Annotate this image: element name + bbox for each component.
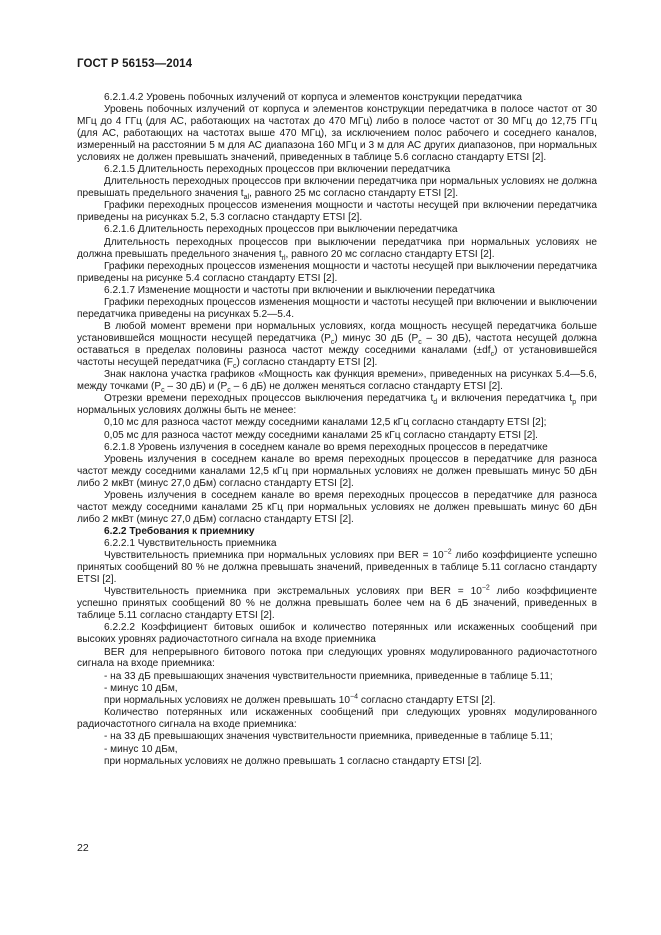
paragraph: Графики переходных процессов изменения мощности и частоты несущей при включении и выключении передатчика приведены на рисунках 5.2—5.4.: [77, 297, 597, 320]
document-header: ГОСТ Р 56153—2014: [77, 58, 193, 70]
paragraph: BER для непрерывного битового потока при следующих уровнях модулированного радиочастотного сигнала на входе приемника:: [77, 646, 597, 670]
document-body: [77, 92, 597, 768]
list-item: 0,10 мс для разноса частот между соседними каналами 12,5 кГц согласно стандарту ETSI [2];: [104, 417, 547, 429]
paragraph: В любой момент времени при нормальных условиях, когда мощность несущей передатчика больше установившейся мощности несущей передатчика $(P_c)$ минус 30 дБ ($P_c - 30$ дБ), частота несущей должна оставаться в пределах половины разноса частот между соседними каналами $(\pm df_c)$ от установившейся частоты несущей передатчика $(F_c)$ согласно стандарту ETSI [2].: [77, 321, 597, 370]
paragraph: Уровень излучения в соседнем канале во время переходных процессов в передатчике для разноса частот между соседними каналами 12,5 кГц при нормальных условиях не должен превышать минус 50 дБн либо 2 мкВт (минус 27,0 дБм) согласно стандарту ETSI [2].: [77, 453, 597, 489]
section-heading: 6.2.1.5 Длительность переходных процессов при включении передатчика: [104, 164, 451, 176]
paragraph: Чувствительность приемника при экстремальных условиях при BER = $10^{-2}$ либо коэффициенте успешно принятых сообщений 80 % не должна превышать более чем на 6 дБ значений, приведенных в таблице 5.11 согласно стандарту ETSI [2].: [77, 585, 598, 622]
paragraph: Длительность переходных процессов при включении передатчика при нормальных условиях не должна превышать предельного значения $t_{al}$, равного 25 мс согласно стандарту ETSI [2].: [77, 176, 597, 202]
paragraph: Чувствительность приемника при нормальных условиях при BER = $10^{-2}$ либо коэффициенте успешно принятых сообщений 80 % не должна превышать значений, приведенных в таблице 5.11 согласно стандарту ETSI [2].: [77, 549, 597, 586]
section-heading: 6.2.1.6 Длительность переходных процессов при выключении передатчика: [104, 224, 458, 236]
section-heading: 6.2.1.7 Изменение мощности и частоты при включении и выключении передатчика: [104, 284, 495, 296]
list-item: - минус 10 дБм,: [104, 682, 178, 694]
section-heading: 6.2.1.4.2 Уровень побочных излучений от корпуса и элементов конструкции передатчика: [104, 92, 522, 103]
list-item: - на 33 дБ превышающих значения чувствительности приемника, приведенные в таблице 5.11;: [104, 670, 553, 682]
paragraph: Графики переходных процессов изменения мощности и частоты несущей при включении передатчика приведены на рисунках 5.2, 5.3 согласно стандарту ETSI [2].: [77, 200, 597, 224]
paragraph: Длительность переходных процессов при выключении передатчика при нормальных условиях не должна превышать предельного значения $t_{rl}$, равного 20 мс согласно стандарту ETSI [2].: [77, 236, 597, 262]
list-item: - минус 10 дБм,: [104, 743, 178, 755]
paragraph: Количество потерянных или искаженных сообщений при следующих уровнях модулированного радиочастотного сигнала на входе приемника:: [77, 707, 597, 731]
paragraph: Графики переходных процессов изменения мощности и частоты несущей при выключении передатчика приведены на рисунке 5.4 согласно стандарту ETSI [2].: [77, 260, 597, 284]
paragraph: при нормальных условиях не должно превышать 1 согласно стандарту ETSI [2].: [104, 755, 482, 767]
paragraph: Знак наклона участка графиков «Мощность как функция времени», приведенных на рисунках 5.4—5.6, между точками ($P_c - 30$ дБ) и ($P_c - 6$ дБ) не должен меняться согласно стандарту ETSI [2].: [77, 369, 597, 395]
paragraph: Уровень побочных излучений от корпуса и элементов конструкции передатчика в полосе частот от 30 МГц до 4 ГГц (для АС, работающих на частотах до 470 МГц) либо в полосе частот от 30 МГц до 12,75 ГГц (для АС, работающих на частотах выше 470 МГц), за исключением полос рабочего и соседнего каналов, измеренный на расстоянии 5 м для АС диапазона 160 МГц и 3 м для АС других диапазонов, при нормальных условиях не должен превышать значений, приведенных в таблице 5.6 согласно стандарту ETSI [2].: [77, 104, 597, 163]
subsection-heading: 6.2.2 Требования к приемнику: [104, 525, 255, 537]
section-heading: 6.2.2.2 Коэффициент битовых ошибок и количество потерянных или искаженных сообщений при высоких уровнях радиочастотного сигнала на входе приемника: [77, 622, 597, 646]
section-heading: 6.2.2.1 Чувствительность приемника: [104, 538, 277, 550]
paragraph: Отрезки времени переходных процессов выключения передатчика $t_d$ и включения передатчика $t_p$ при нормальных условиях должны быть не менее:: [77, 393, 597, 417]
section-heading: 6.2.1.8 Уровень излучения в соседнем канале во время переходных процессов в передатчике: [104, 441, 548, 453]
paragraph: Уровень излучения в соседнем канале во время переходных процессов в передатчике для разноса частот между соседними каналами 25 кГц при нормальных условиях не должен превышать минус 60 дБн либо 2 мкВт (минус 27,0 дБм) согласно стандарту ETSI [2].: [77, 489, 597, 525]
page-number: 22: [77, 842, 89, 854]
list-item: 0,05 мс для разноса частот между соседними каналами 25 кГц согласно стандарту ETSI [2].: [104, 429, 538, 441]
paragraph: при нормальных условиях не должен превышать $10^{-4}$ согласно стандарту ETSI [2].: [104, 693, 496, 707]
list-item: - на 33 дБ превышающих значения чувствительности приемника, приведенные в таблице 5.11;: [104, 731, 553, 743]
